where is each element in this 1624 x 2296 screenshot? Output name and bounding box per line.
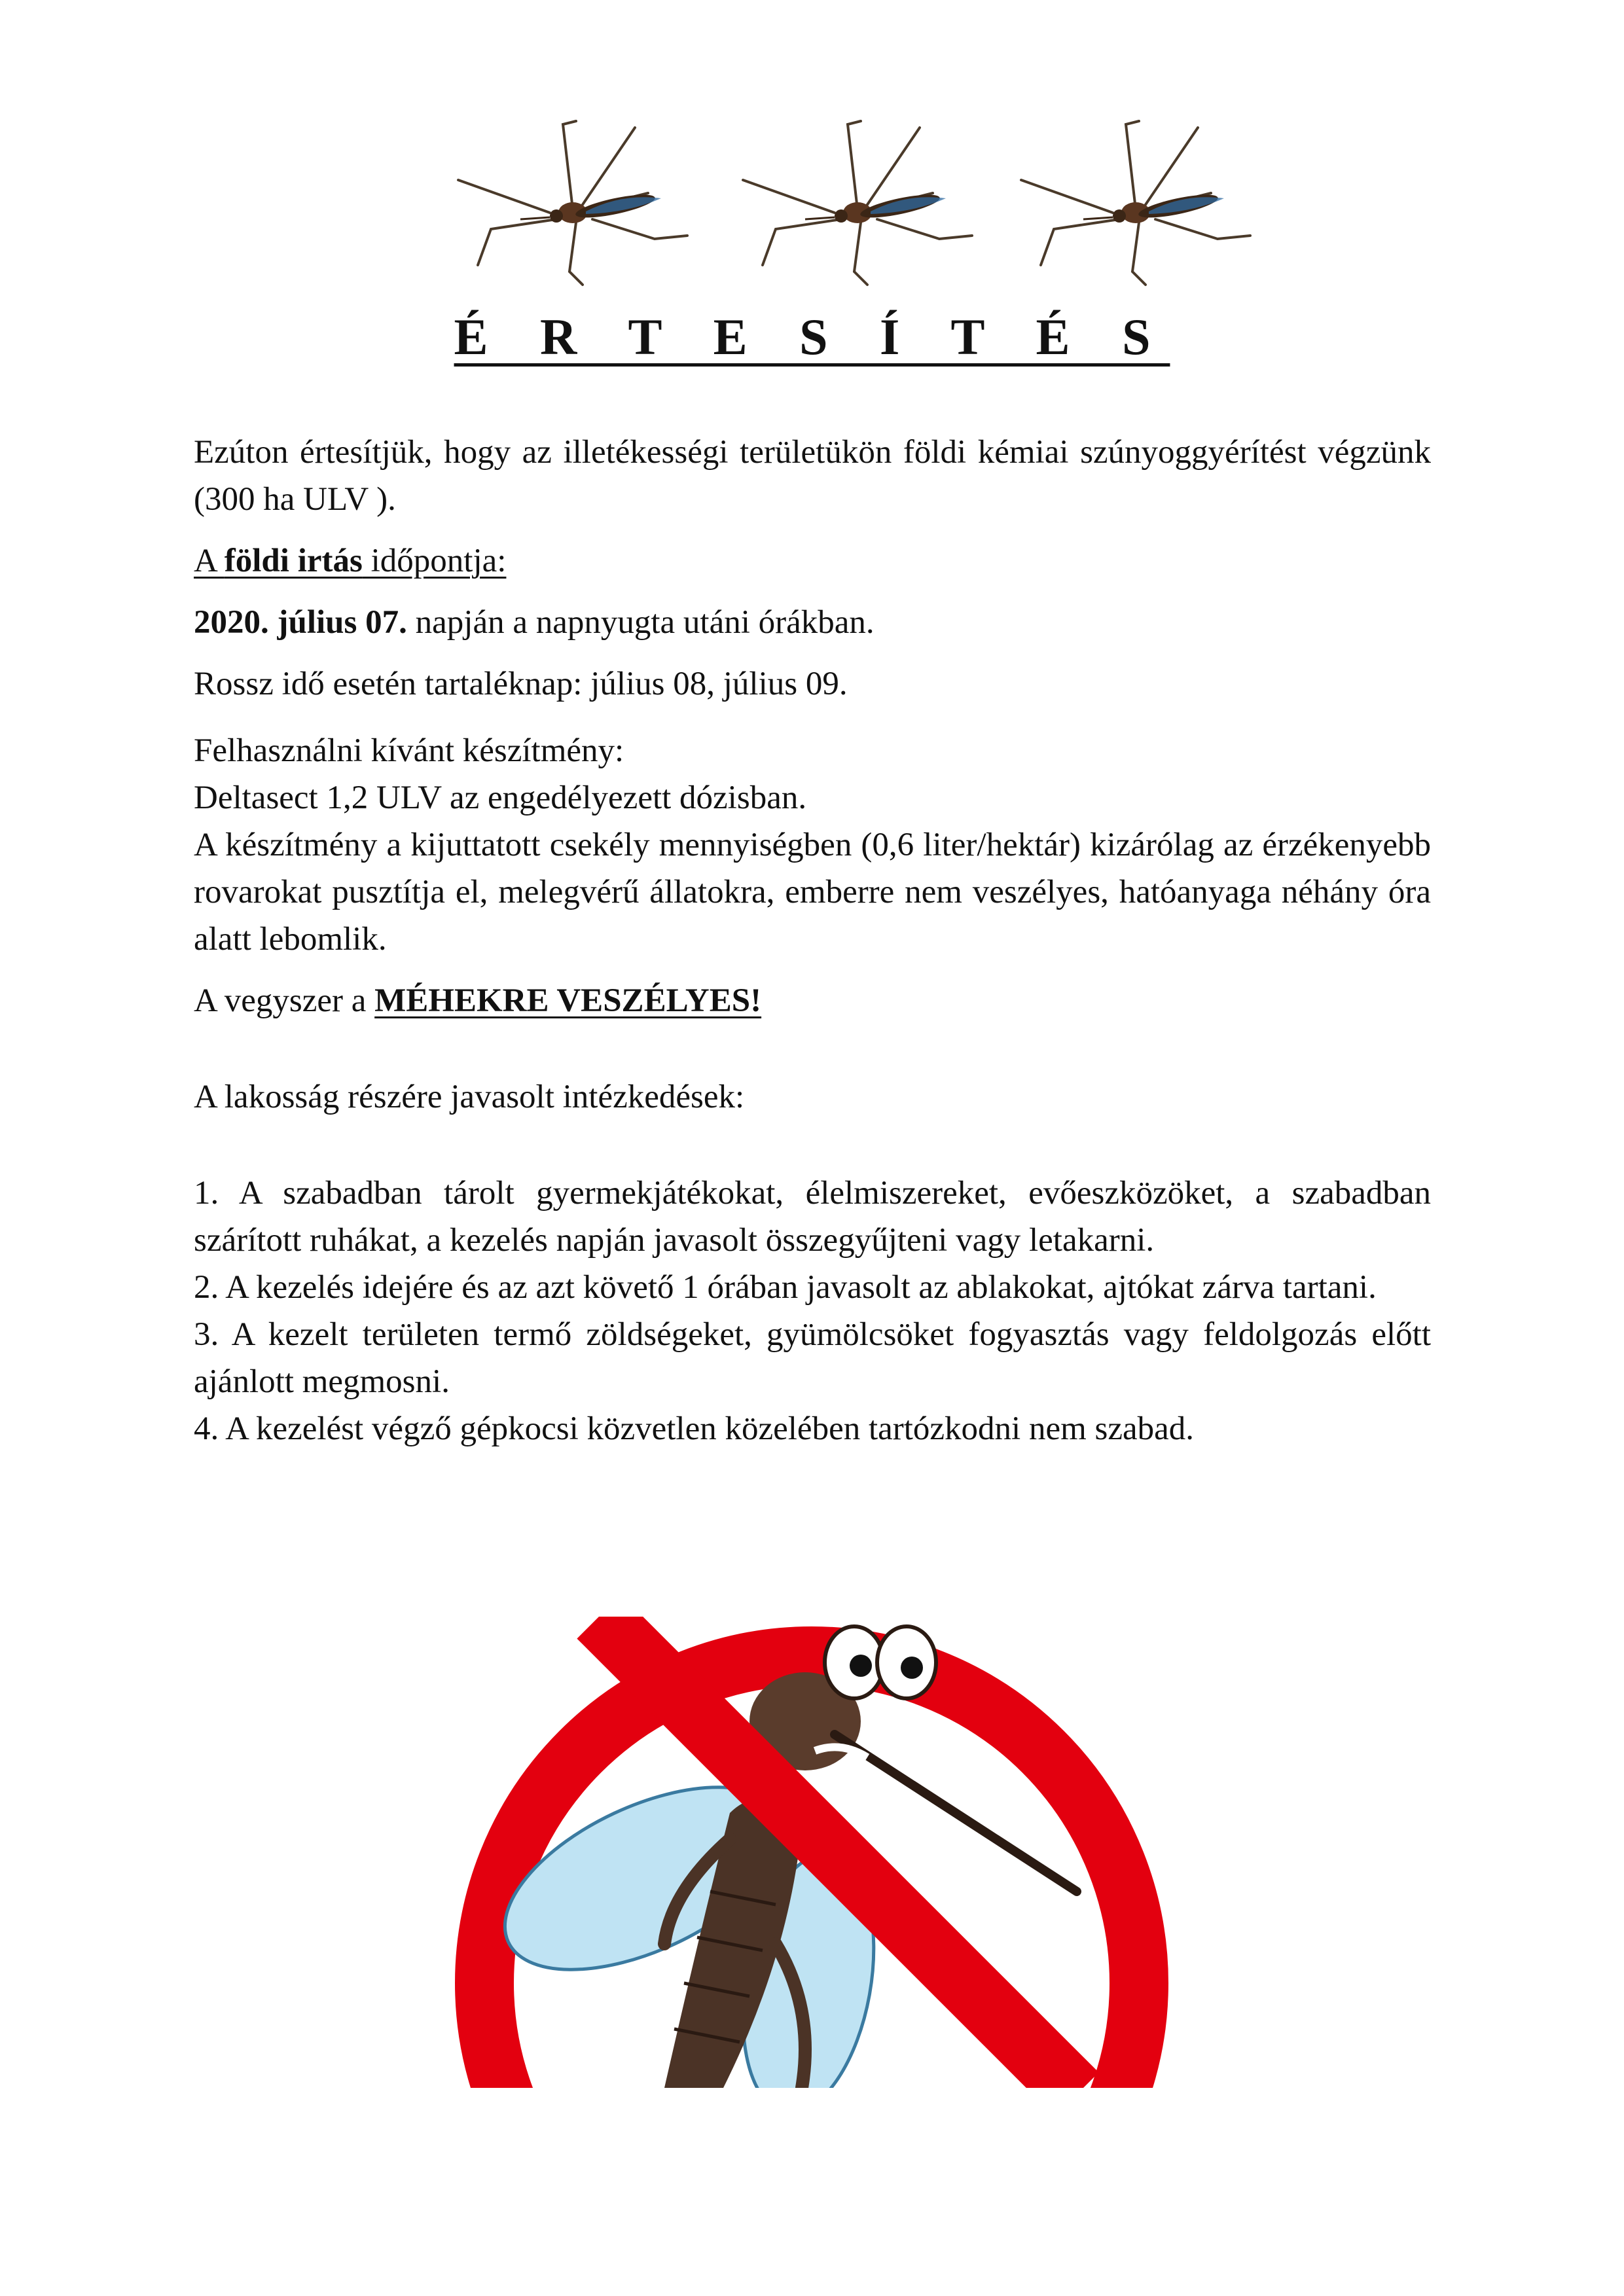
bee-warning: A vegyszer a MÉHEKRE VESZÉLYES! <box>194 982 762 1019</box>
date-line: 2020. július 07. napján a napnyugta utáni órákban. <box>194 604 875 641</box>
product-heading: Felhasználni kívánt készítmény: <box>194 732 624 769</box>
measure-item: 4. A kezelést végző gépkocsi közvetlen közelében tartózkodni nem szabad. <box>194 1410 1195 1447</box>
mosquito-illustrations <box>452 115 1283 291</box>
intro-paragraph: Ezúton értesítjük, hogy az illetékességi területükön földi kémiai szúnyoggyérítést végzünk (300 ha ULV ). <box>194 434 1431 518</box>
page-title: É R T E S Í T É S <box>454 308 1170 365</box>
measure-item: 2. A kezelés idejére és az azt követő 1 órában javasolt az ablakokat, ajtókat zárva tartani. <box>194 1269 1377 1306</box>
measure-item: 1. A szabadban tárolt gyermekjátékokat, élelmiszereket, evőeszközöket, a szabadban szárított ruhákat, a kezelés napján javasolt összegyűjteni vagy letakarni. <box>194 1175 1431 1259</box>
mosquito-icon <box>736 115 985 291</box>
date-heading: A földi irtás időpontja: <box>194 543 507 579</box>
product-description: A készítmény a kijuttatott csekély mennyiségben (0,6 liter/hektár) kizárólag az érzékenyebb rovarokat pusztítja el, melegvérű állatokra, emberre nem veszélyes, hatóanyaga néhány óra alatt lebomlik. <box>194 827 1431 958</box>
notice-body <box>194 429 1431 1452</box>
reserve-days: Rossz idő esetén tartaléknap: július 08, július 09. <box>194 666 848 702</box>
mosquito-icon <box>452 115 700 291</box>
mosquito-icon <box>1015 115 1263 291</box>
no-mosquito-sign-icon <box>448 1617 1172 2088</box>
measure-item: 3. A kezelt területen termő zöldségeket, gyümölcsöket fogyasztás vagy feldolgozás előtt ajánlott megmosni. <box>194 1316 1431 1400</box>
measures-heading: A lakosság részére javasolt intézkedések: <box>194 1079 745 1115</box>
product-name: Deltasect 1,2 ULV az engedélyezett dózisban. <box>194 780 807 816</box>
